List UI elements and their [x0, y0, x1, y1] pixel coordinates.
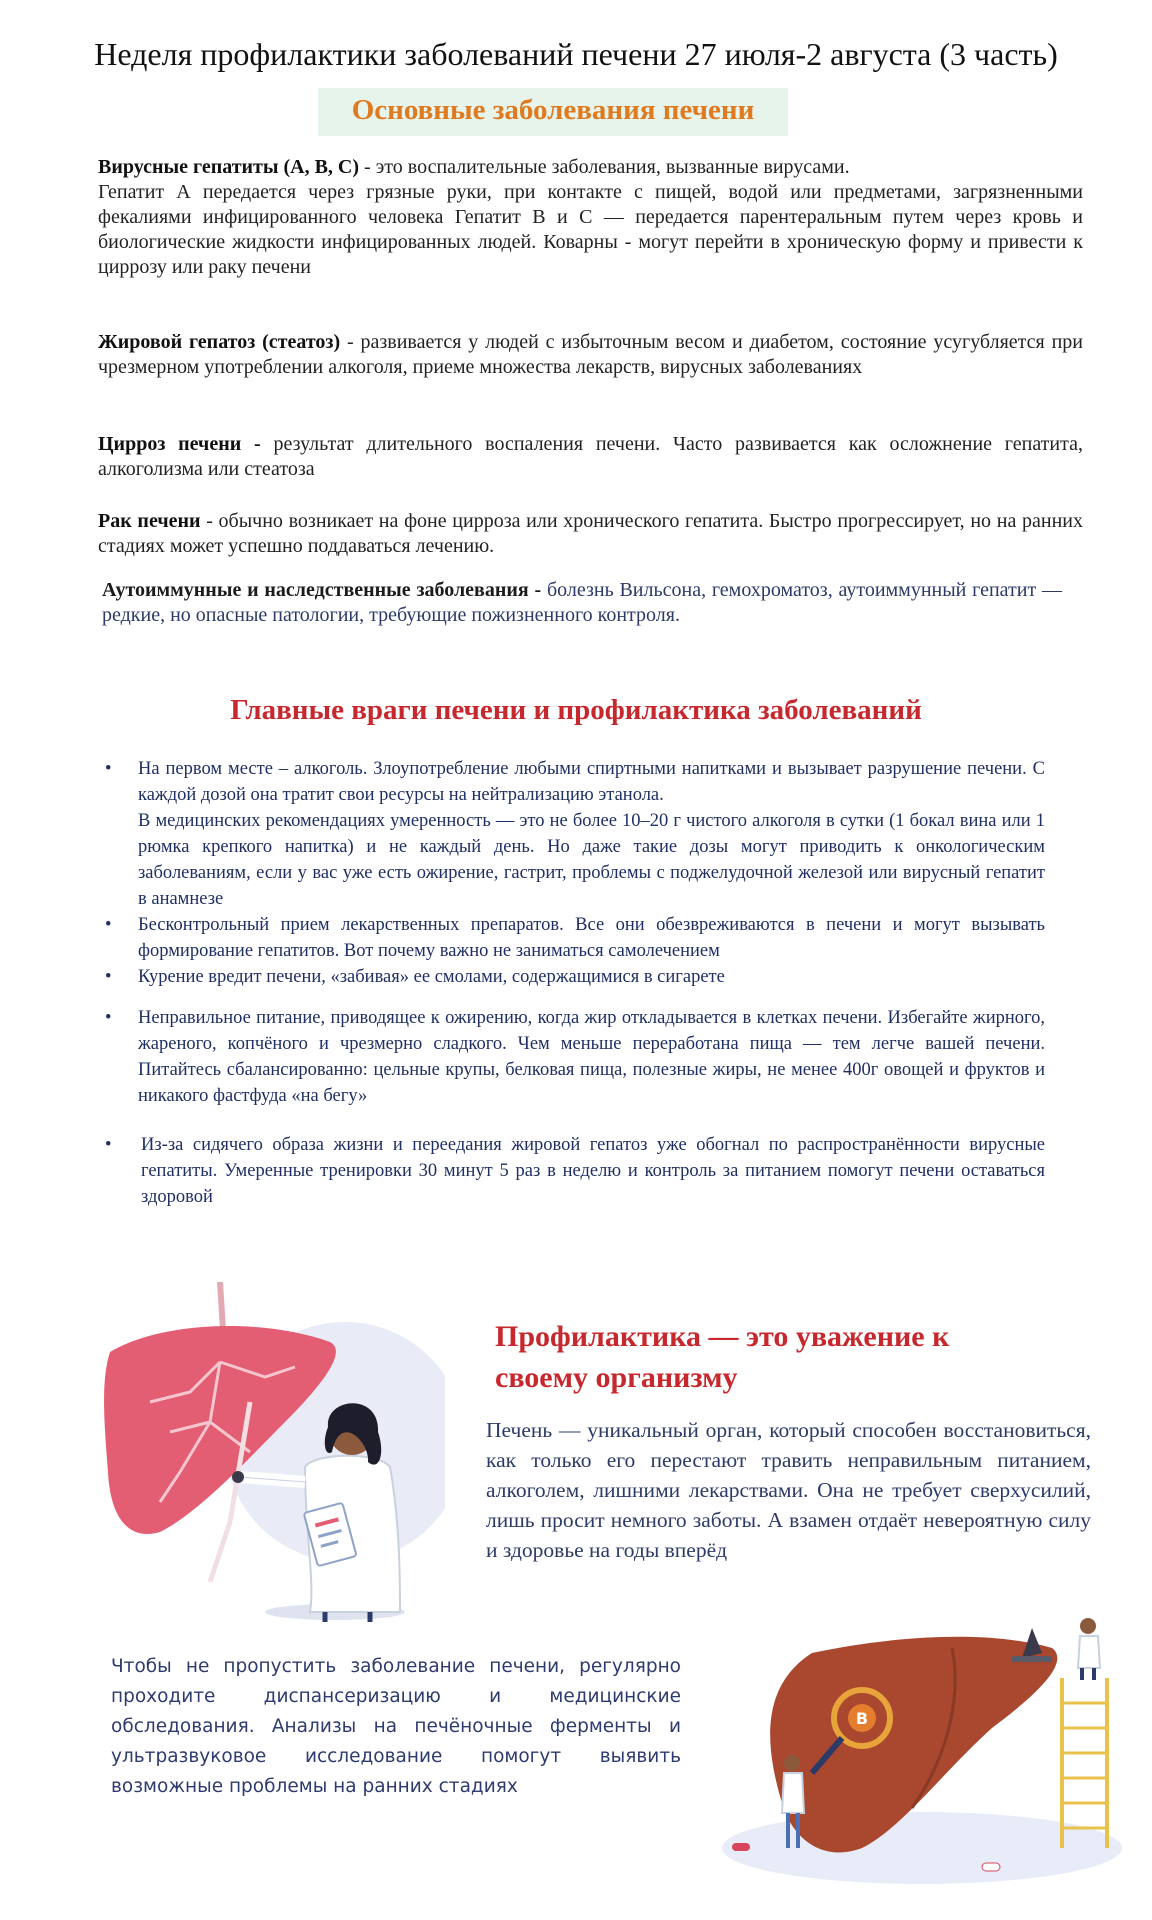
list-item-smoking: [105, 964, 1045, 990]
section-title-prevention: Профилактика — это уважение к своему организму: [495, 1320, 950, 1394]
list-item-alcohol-norm: [105, 808, 1045, 912]
bullet-icon: •: [105, 759, 112, 779]
virus-badge-letter: B: [855, 1709, 869, 1728]
section-title-diseases: Основные заболевания печени: [351, 94, 755, 126]
disease-viral-hepatitis: [98, 155, 1083, 280]
disease-text: - развивается у людей с избыточным весом и диабетом, состояние усугубляется при чрезмерном употреблении алкоголя, приеме множества лекарств, вирусных заболеваниях: [98, 331, 1083, 378]
bullet-icon: •: [105, 1135, 112, 1155]
list-item-nutrition: [105, 1005, 1045, 1109]
disease-intro: - это воспалительные заболевания, вызванные вирусами.: [359, 156, 850, 178]
disease-autoimmune: [102, 578, 1062, 628]
list-item-text: На первом месте – алкоголь. Злоупотребление любыми спиртными напитками и вызывает разрушение печени. С каждой дозой она тратит свои ресурсы на нейтрализацию этанола.: [138, 759, 1045, 805]
bullet-icon: •: [105, 1008, 112, 1028]
page-title: Неделя профилактики заболеваний печени 27 июля-2 августа (3 часть): [94, 36, 1058, 72]
list-item-medication: [105, 912, 1045, 964]
disease-text: Гепатит А передается через грязные руки, при контакте с пищей, водой или предметами, загрязненными фекалиями инфицированного человека Гепатит В и С — передается парентеральным путем через кровь и биологические жидкости инфицированных людей. Коварны - могут перейти в хроническую форму и привести к циррозу или раку печени: [98, 181, 1083, 278]
section-title-enemies: Главные враги печени и профилактика заболеваний: [230, 694, 922, 726]
list-item-alcohol: [105, 756, 1045, 808]
disease-text: - обычно возникает на фоне цирроза или хронического гепатита. Быстро прогрессирует, но на ранних стадиях может успешно поддаваться лечению.: [98, 510, 1083, 557]
list-item-sedentary: [105, 1132, 1045, 1210]
disease-name: Цирроз печени -: [98, 433, 261, 455]
disease-name: Рак печени: [98, 510, 201, 532]
bullet-icon: •: [105, 967, 112, 987]
liver-examination-illustration: [712, 1608, 1132, 1898]
disease-name: Вирусные гепатиты (А, В, С): [98, 156, 360, 178]
prevention-text: Печень — уникальный орган, который способен восстановиться, как только его перестают травить неправильным питанием, алкоголем, лишними лекарствами. Она не требует сверхусилий, лишь просит немного заботы. А взамен отдаёт невероятную силу и здоровье на годы вперёд: [486, 1418, 1091, 1562]
list-item-text: Неправильное питание, приводящее к ожирению, когда жир откладывается в клетках печени. Избегайте жирного, жареного, копчёного и чрезмерно сладкого. Чем меньше переработана пища — тем легче вашей печени. Питайтесь сбалансированно: цельные крупы, белковая пища, полезные жиры, не менее 400г овощей и фруктов и никакого фастфуда «на бегу»: [138, 1008, 1045, 1106]
disease-cancer: [98, 509, 1083, 559]
disease-text: результат длительного воспаления печени. Часто развивается как осложнение гепатита, алкоголизма или стеатоза: [98, 433, 1083, 480]
bullet-icon: •: [105, 915, 112, 935]
disease-cirrhosis: [98, 432, 1083, 482]
screening-text: Чтобы не пропустить заболевание печени, регулярно проходите диспансеризацию и медицинские обследования. Анализы на печёночные ферменты и ультразвуковое исследование помогут выявить возможные проблемы на ранних стадиях: [111, 1656, 681, 1797]
disease-name: Аутоиммунные и наследственные заболевания -: [102, 579, 542, 601]
list-item-text: В медицинских рекомендациях умеренность — это не более 10–20 г чистого алкоголя в сутки (1 бокал вина или 1 рюмка крепкого напитка) и не каждый день. Но даже такие дозы могут приводить к онкологическим заболеваниям, если у вас уже есть ожирение, гастрит, проблемы с поджелудочной железой или вирусный гепатит в анамнезе: [138, 811, 1045, 909]
list-item-text: Из-за сидячего образа жизни и переедания жировой гепатоз уже обогнал по распространённости вирусные гепатиты. Умеренные тренировки 30 минут 5 раз в неделю и контроль за питанием помогут печени оставаться здоровой: [141, 1135, 1045, 1207]
list-item-text: Курение вредит печени, «забивая» ее смолами, содержащимися в сигарете: [138, 967, 725, 987]
list-item-text: Бесконтрольный прием лекарственных препаратов. Все они обезвреживаются в печени и могут вызывать формирование гепатитов. Вот почему важно не заниматься самолечением: [138, 915, 1045, 961]
disease-name: Жировой гепатоз (стеатоз): [98, 331, 341, 353]
disease-steatosis: [98, 330, 1083, 380]
disease-text: болезнь Вильсона, гемохроматоз, аутоиммунный гепатит — редкие, но опасные патологии, требующие пожизненного контроля.: [102, 579, 1063, 626]
liver-doctor-illustration: [100, 1282, 445, 1627]
